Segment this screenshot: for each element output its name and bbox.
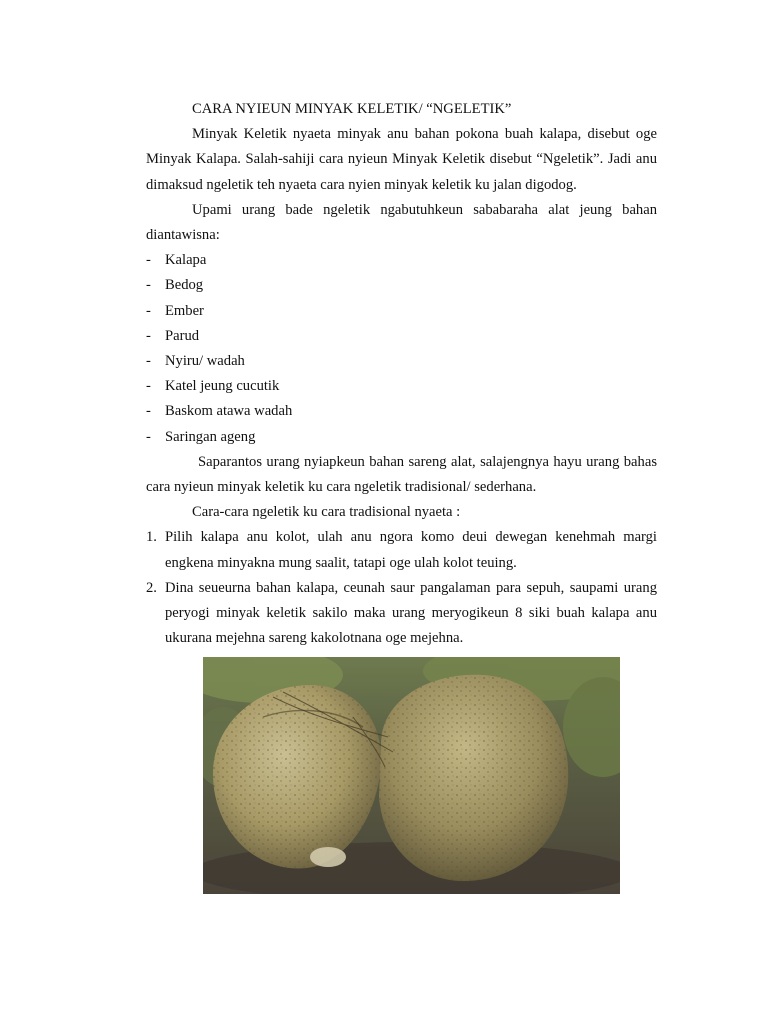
step-text: Pilih kalapa anu kolot, ulah anu ngora komo deui dewegan kenehmah margi engkena minyakna mung saalit, tatapi oge ulah kolot teuing. (165, 529, 657, 571)
tools-intro-paragraph: Upami urang bade ngeletik ngabutuhkeun sababaraha alat jeung bahan diantawisna: (146, 201, 657, 244)
bullet-dash: - (146, 353, 151, 370)
list-item (146, 299, 657, 324)
coconuts-photo (203, 657, 620, 894)
tool-label: Ember (165, 302, 204, 319)
tool-label: Bedog (165, 277, 204, 294)
steps-list (146, 525, 657, 651)
list-item (146, 399, 657, 424)
bullet-dash: - (146, 428, 151, 445)
steps-intro-paragraph: Cara-cara ngeletik ku cara tradisional nyaeta : (192, 504, 461, 521)
tool-label: Kalapa (165, 252, 207, 269)
tool-label: Baskom atawa wadah (165, 403, 293, 420)
bullet-dash: - (146, 277, 151, 294)
bullet-dash: - (146, 403, 151, 420)
list-item (146, 248, 657, 273)
list-item (146, 374, 657, 399)
bullet-dash: - (146, 327, 151, 344)
intro-paragraph: Minyak Keletik nyaeta minyak anu bahan pokona buah kalapa, disebut oge Minyak Kalapa. Salah-sahiji cara nyieun Minyak Keletik disebut “Ngeletik”. Jadi anu dimaksud ngeletik teh nyaeta cara nyien minyak keletik ku jalan digodog. (146, 126, 657, 193)
tool-label: Parud (165, 327, 200, 344)
bullet-dash: - (146, 252, 151, 269)
list-item (146, 273, 657, 298)
list-item (146, 324, 657, 349)
list-item (146, 525, 657, 575)
document-page (146, 97, 657, 651)
list-item (146, 576, 657, 652)
tool-label: Katel jeung cucutik (165, 378, 280, 395)
after-tools-paragraph: Saparantos urang nyiapkeun bahan sareng alat, salajengnya hayu urang bahas cara nyieun minyak keletik ku cara ngeletik tradisional/ sederhana. (146, 453, 657, 496)
list-item (146, 425, 657, 450)
step-text: Dina seueurna bahan kalapa, ceunah saur pangalaman para sepuh, saupami urang peryogi minyak keletik sakilo maka urang meryogikeun 8 siki buah kalapa anu ukurana mejehna sareng kakolotnana oge mejehna. (165, 579, 657, 647)
bullet-dash: - (146, 378, 151, 395)
tools-list (146, 248, 657, 450)
step-number: 2. (146, 579, 157, 596)
tool-label: Nyiru/ wadah (165, 353, 245, 370)
step-number: 1. (146, 529, 157, 546)
list-item (146, 349, 657, 374)
tool-label: Saringan ageng (165, 428, 256, 445)
bullet-dash: - (146, 302, 151, 319)
coconuts-illustration (203, 657, 620, 894)
document-title: CARA NYIEUN MINYAK KELETIK/ “NGELETIK” (192, 101, 512, 117)
